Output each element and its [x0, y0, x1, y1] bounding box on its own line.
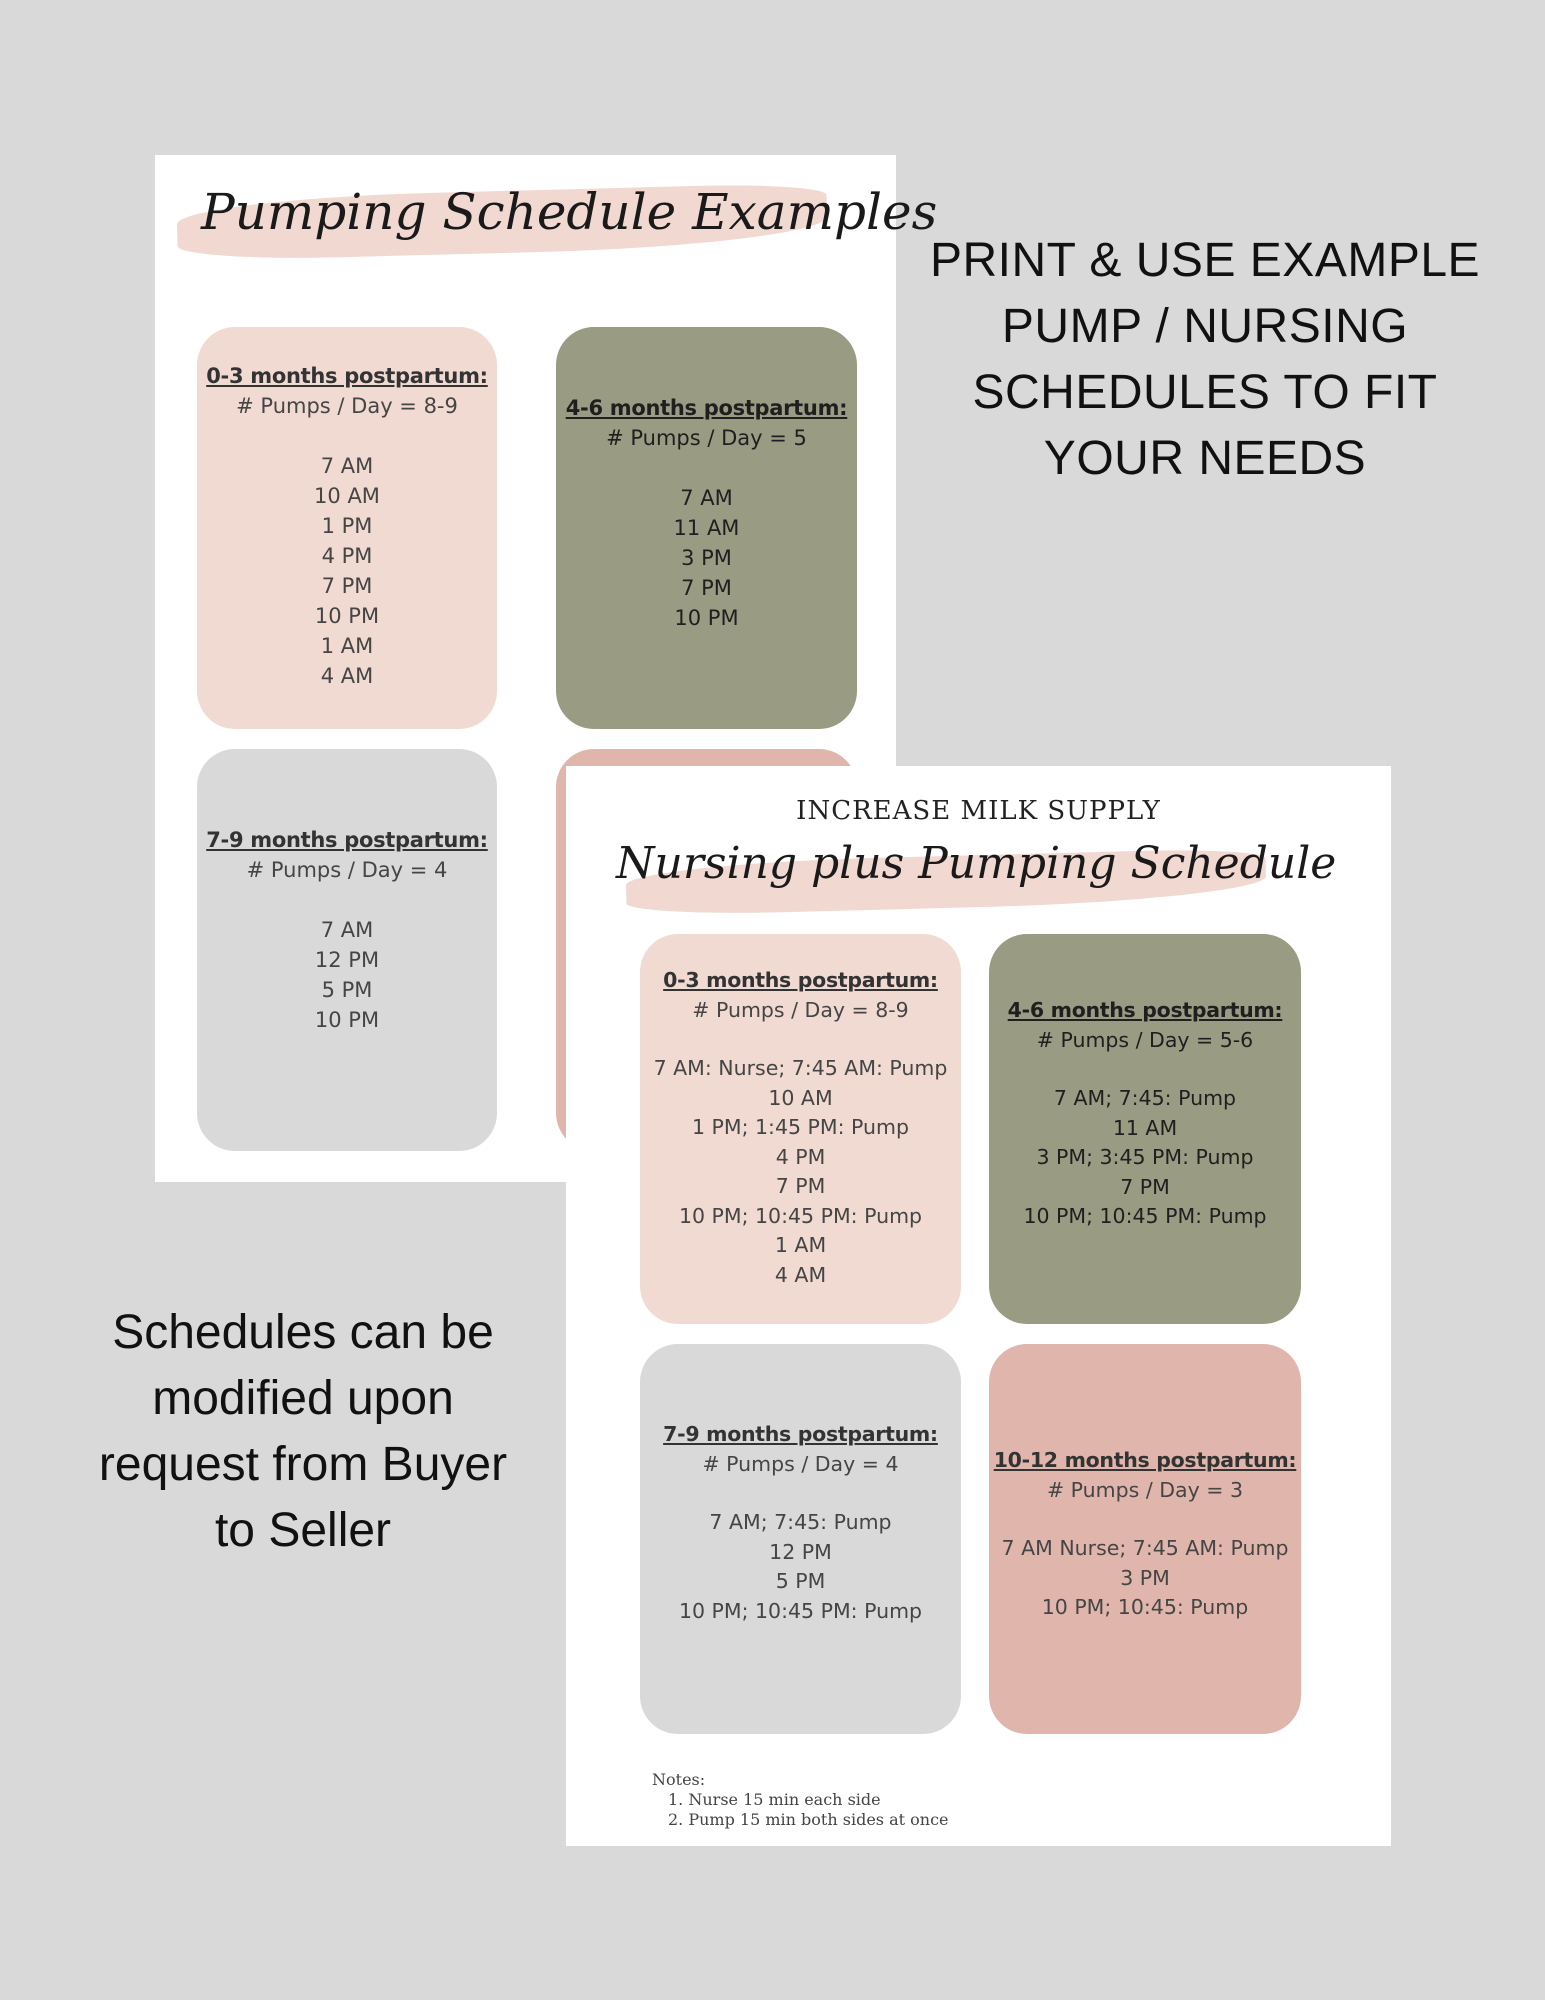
card-heading: 7-9 months postpartum:	[206, 828, 488, 852]
time-entry: 10 PM; 10:45 PM: Pump	[678, 1598, 923, 1623]
time-entry: 7 AM	[320, 454, 374, 478]
time-entry: 7 PM	[775, 1174, 826, 1198]
time-entry: 7 AM; 7:45: Pump	[1053, 1086, 1237, 1110]
time-entry: 4 PM	[321, 544, 373, 568]
card-subheading: # Pumps / Day = 8-9	[692, 997, 909, 1022]
card-heading: 4-6 months postpartum:	[1007, 998, 1283, 1022]
time-entry: 7 PM	[321, 574, 373, 598]
time-entry: 11 AM	[1112, 1115, 1178, 1140]
time-entry: 3 PM	[681, 546, 732, 570]
card-subheading: # Pumps / Day = 3	[1046, 1477, 1244, 1502]
time-entry: 7 AM; 7:45: Pump	[709, 1510, 892, 1534]
promo-note	[60, 1300, 546, 1564]
promo-line: Schedules can be	[112, 1306, 494, 1359]
promo-line: modified upon	[152, 1372, 454, 1425]
notes-label: Notes:	[652, 1770, 706, 1789]
time-entry: 1 PM; 1:45 PM: Pump	[691, 1115, 910, 1139]
time-entry: 10 AM	[768, 1085, 833, 1110]
promo-line: to Seller	[214, 1504, 392, 1557]
time-entry: 7 AM	[320, 918, 374, 942]
card-subheading: # Pumps / Day = 8-9	[236, 394, 458, 418]
promo-line: SCHEDULES TO FIT	[972, 366, 1438, 419]
time-entry: 12 PM	[314, 948, 380, 972]
promo-line: YOUR NEEDS	[1043, 432, 1367, 485]
notes-item-text: Pump 15 min both sides at once	[688, 1810, 949, 1829]
time-entry: 10 PM; 10:45 PM: Pump	[678, 1203, 923, 1228]
time-entry: 3 PM	[1120, 1565, 1170, 1590]
time-entry: 5 PM	[321, 978, 373, 1002]
time-entry: 1 AM	[320, 634, 374, 658]
time-entry: 11 AM	[673, 516, 740, 540]
time-entry: 7 AM	[680, 486, 733, 510]
schedule-card-10-12-months	[989, 1344, 1301, 1734]
notes-item-text: Nurse 15 min each side	[688, 1790, 881, 1809]
card-heading: 0-3 months postpartum:	[663, 968, 938, 992]
schedule-card-7-9-months	[640, 1344, 961, 1734]
schedule-card-7-9-months	[197, 749, 497, 1151]
card-subheading: # Pumps / Day = 4	[702, 1451, 899, 1476]
notes-block	[652, 1770, 949, 1830]
time-entry: 10 PM; 10:45: Pump	[1041, 1595, 1249, 1619]
time-entry: 7 AM Nurse; 7:45 AM: Pump	[1001, 1536, 1289, 1560]
promo-line: PRINT & USE EXAMPLE	[929, 234, 1481, 287]
time-entry: 4 PM	[775, 1144, 826, 1169]
notes-item: 2. Pump 15 min both sides at once	[668, 1810, 949, 1829]
time-entry: 7 PM	[681, 576, 732, 600]
time-entry: 5 PM	[775, 1569, 826, 1593]
page-title: Nursing plus Pumping Schedule	[616, 838, 1337, 889]
card-subheading: # Pumps / Day = 5	[606, 426, 807, 450]
time-entry: 1 AM	[774, 1233, 827, 1257]
card-heading: 7-9 months postpartum:	[663, 1422, 938, 1446]
page-kicker: INCREASE MILK SUPPLY	[796, 796, 1161, 826]
card-subheading: # Pumps / Day = 5-6	[1036, 1027, 1254, 1052]
time-entry: 7 PM	[1120, 1174, 1170, 1199]
time-entry: 10 PM	[314, 604, 380, 628]
card-heading: 0-3 months postpartum:	[206, 364, 488, 388]
time-entry: 12 PM	[769, 1539, 832, 1564]
time-entry: 10 PM	[674, 606, 739, 630]
time-entry: 10 PM	[314, 1008, 380, 1032]
card-subheading: # Pumps / Day = 4	[246, 858, 448, 882]
schedule-card-0-3-months	[640, 934, 961, 1324]
time-entry: 4 AM	[774, 1262, 827, 1287]
time-entry: 1 PM	[321, 514, 373, 538]
schedule-card-0-3-months	[197, 327, 497, 729]
schedule-card-4-6-months	[556, 327, 857, 729]
promo-headline	[905, 228, 1505, 492]
time-entry: 10 PM; 10:45 PM: Pump	[1023, 1204, 1267, 1228]
time-entry: 3 PM; 3:45 PM: Pump	[1036, 1145, 1254, 1169]
time-entry: 4 AM	[320, 664, 374, 688]
promo-line: PUMP / NURSING	[1001, 300, 1409, 353]
promo-line: request from Buyer	[98, 1438, 508, 1491]
notes-item: 1. Nurse 15 min each side	[668, 1790, 881, 1809]
nursing-pumping-page	[566, 766, 1391, 1846]
time-entry: 7 AM: Nurse; 7:45 AM: Pump	[653, 1056, 948, 1080]
time-entry: 10 AM	[314, 484, 380, 508]
card-heading: 4-6 months postpartum:	[565, 396, 848, 420]
page-title: Pumping Schedule Examples	[201, 183, 938, 241]
card-heading: 10-12 months postpartum:	[993, 1448, 1297, 1472]
schedule-card-4-6-months	[989, 934, 1301, 1324]
